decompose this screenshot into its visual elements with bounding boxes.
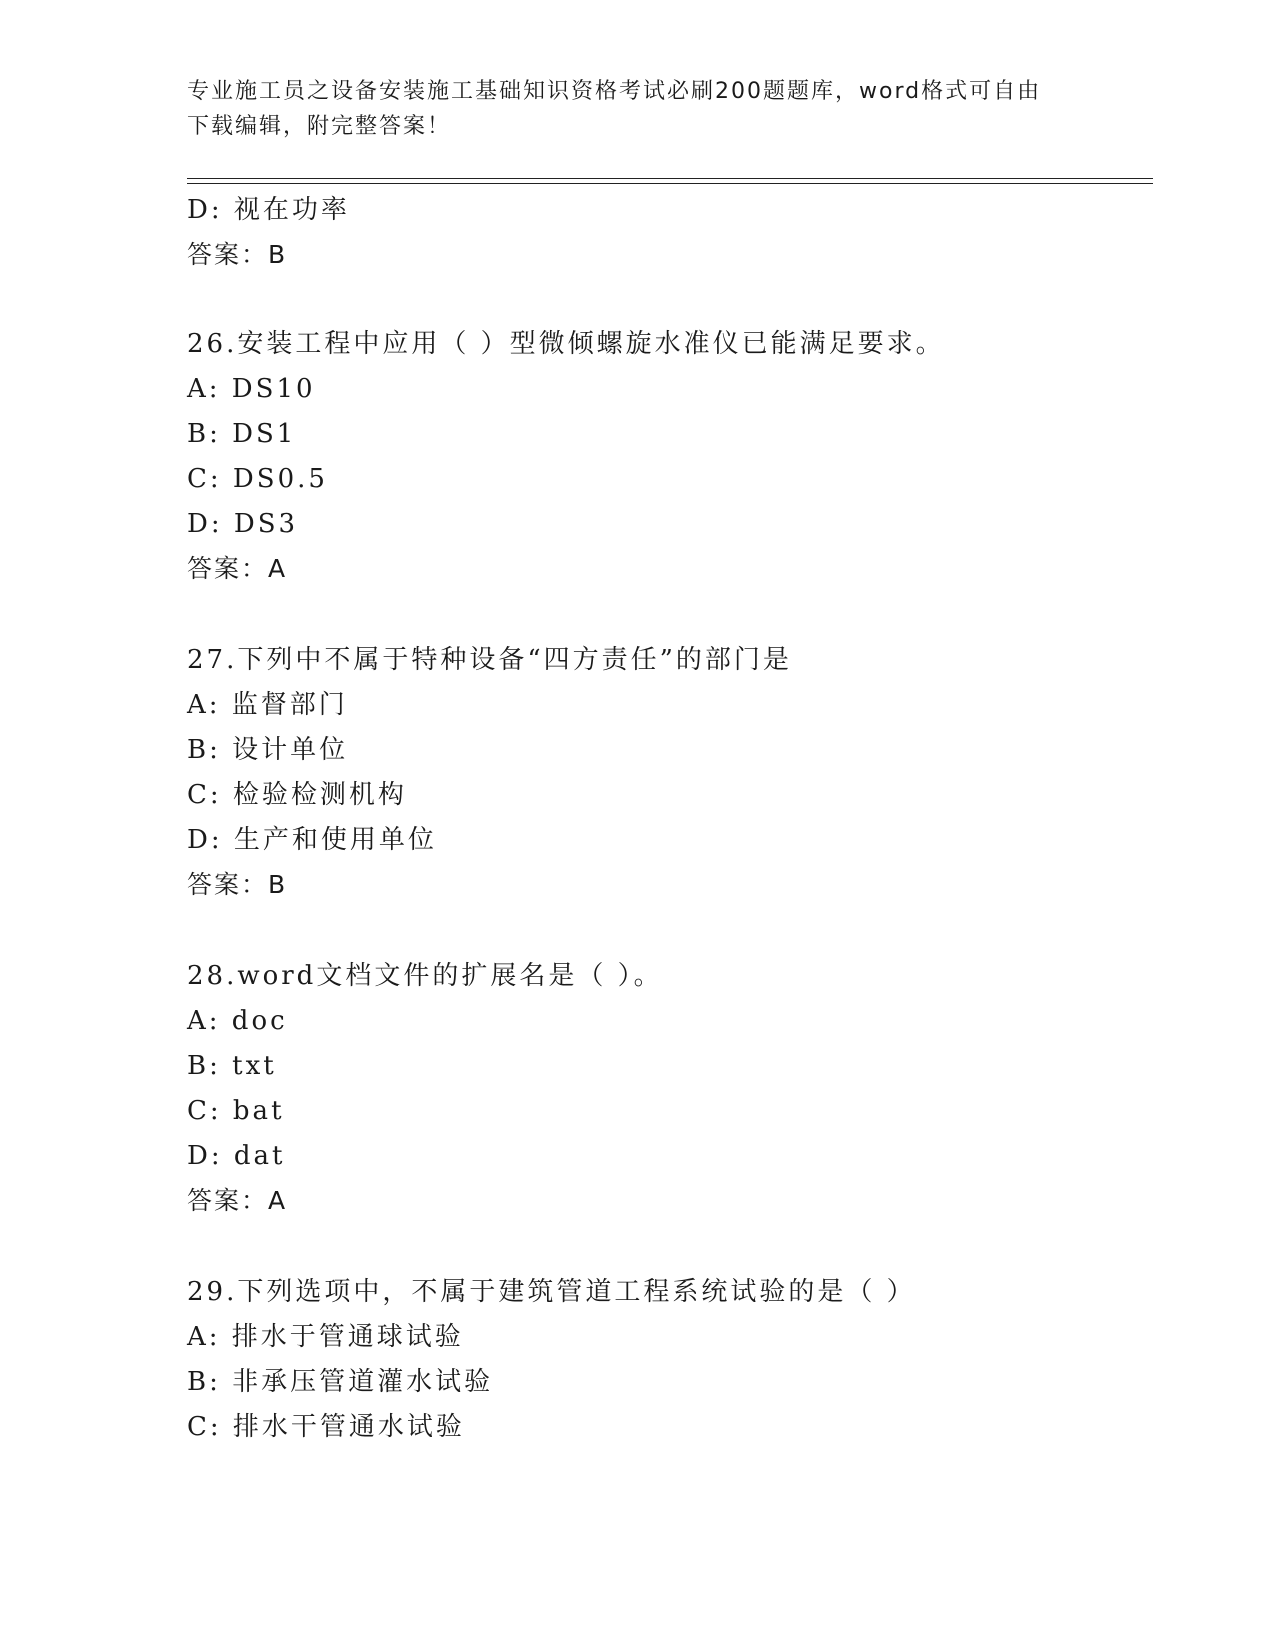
header-line-2: 下载编辑，附完整答案！	[187, 114, 452, 139]
question-26-answer: 答案：A	[187, 554, 288, 583]
question-28-option-a: A: doc	[187, 1006, 288, 1036]
question-28-option-d: D: dat	[187, 1141, 286, 1171]
question-29-option-b: B: 非承压管道灌水试验	[187, 1367, 494, 1397]
question-26-option-b: B: DS1	[187, 419, 297, 449]
question-29-stem: 29.下列选项中，不属于建筑管道工程系统试验的是（ ）	[187, 1277, 916, 1307]
header-line-1: 专业施工员之设备安装施工基础知识资格考试必刷200题题库，word格式可自由	[187, 79, 1042, 104]
document-header	[187, 74, 1087, 144]
question-27-option-d: D: 生产和使用单位	[187, 825, 437, 855]
question-29-option-c: C: 排水干管通水试验	[187, 1412, 465, 1442]
prev-option-d: D: 视在功率	[187, 195, 350, 225]
header-divider-bottom	[187, 183, 1153, 184]
question-26-option-d: D: DS3	[187, 509, 299, 539]
prev-answer: 答案：B	[187, 240, 288, 269]
question-28-option-c: C: bat	[187, 1096, 285, 1126]
question-27-option-c: C: 检验检测机构	[187, 780, 407, 810]
question-27-stem: 27.下列中不属于特种设备“四方责任”的部门是	[187, 645, 792, 675]
question-28-option-b: B: txt	[187, 1051, 277, 1081]
question-27-answer: 答案：B	[187, 870, 288, 899]
question-28-stem: 28.word文档文件的扩展名是（ ）。	[187, 961, 663, 991]
question-27-option-a: A: 监督部门	[187, 690, 348, 720]
question-28-answer: 答案：A	[187, 1186, 288, 1215]
question-29-option-a: A: 排水于管通球试验	[187, 1322, 464, 1352]
question-26-option-c: C: DS0.5	[187, 464, 328, 494]
question-26-stem: 26.安装工程中应用（ ）型微倾螺旋水准仪已能满足要求。	[187, 329, 945, 359]
question-26-option-a: A: DS10	[187, 374, 316, 404]
question-27-option-b: B: 设计单位	[187, 735, 349, 765]
header-divider-top	[187, 178, 1153, 179]
